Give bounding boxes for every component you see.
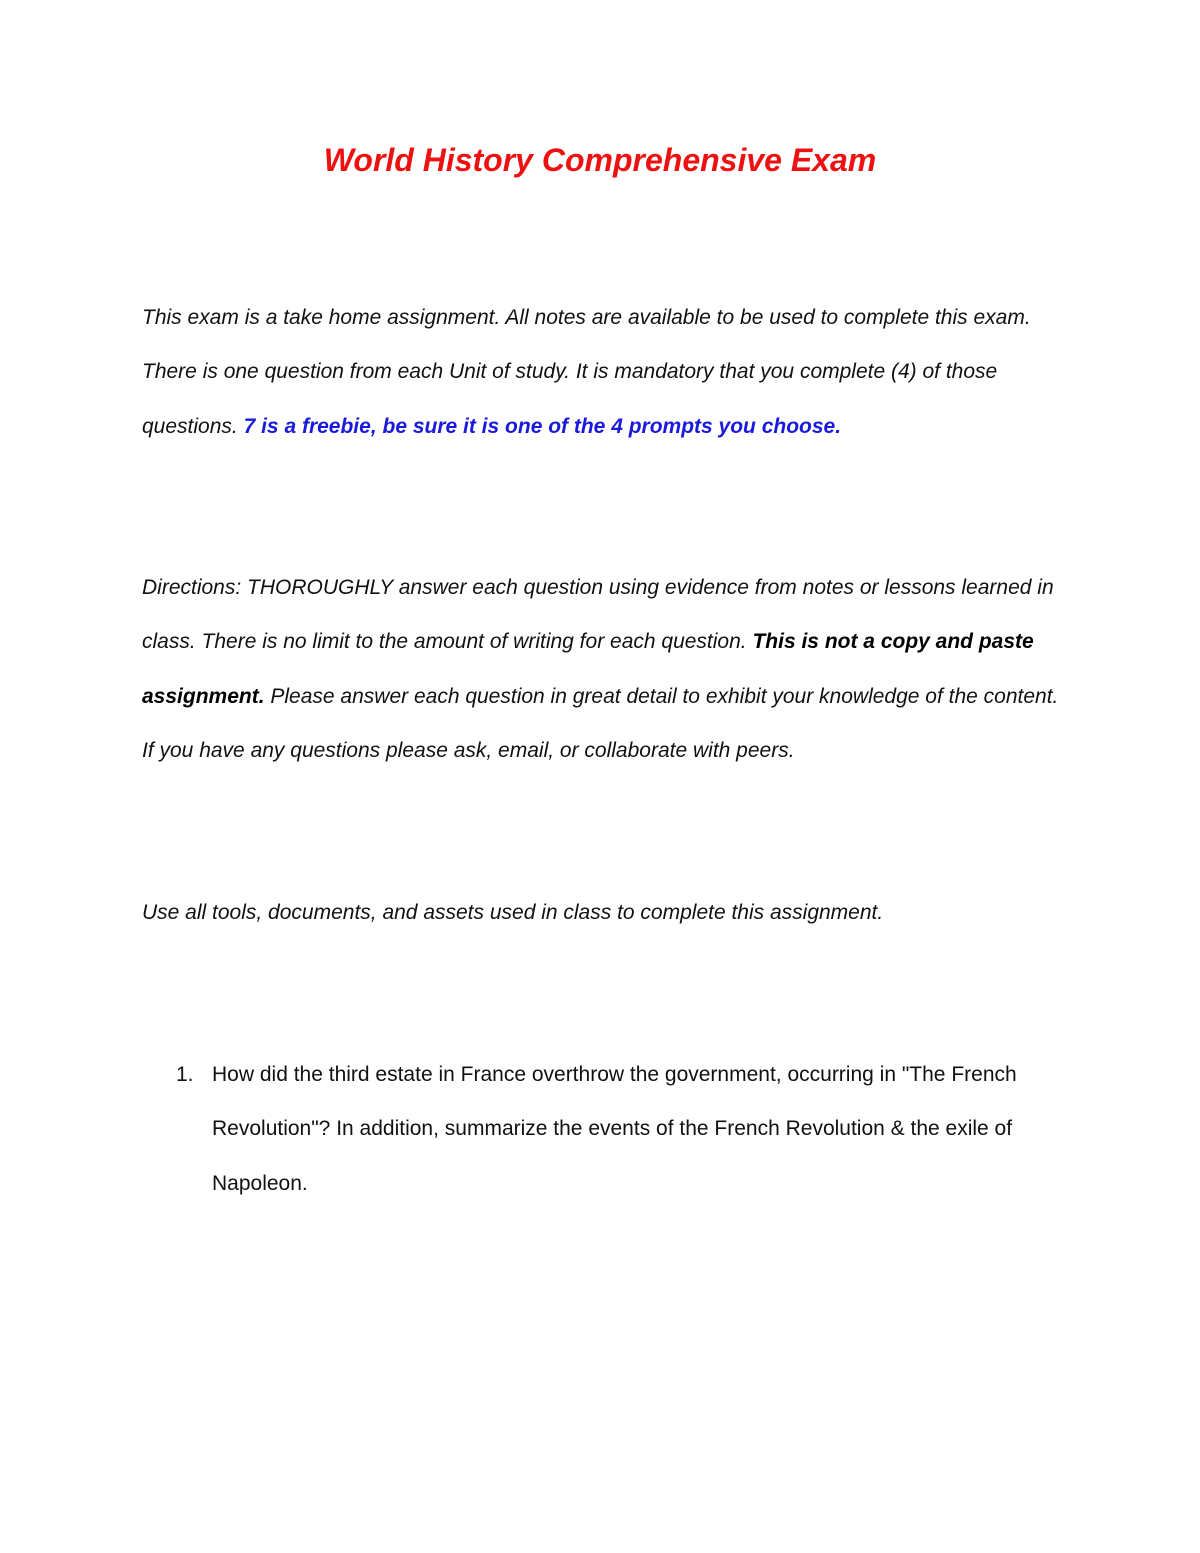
question-item	[142, 1048, 1072, 1211]
tools-note: Use all tools, documents, and assets used in class to complete this assignment.	[142, 901, 884, 924]
directions-text: Directions: THOROUGHLY answer each question using evidence from notes or lessons learned in class. There is no limit to the amount of writing for each question.	[142, 576, 1054, 654]
intro-text: This exam is a take home assignment. All notes are available to be used to complete this exam. There is one question from each Unit of study. It is mandatory that you complete (4) of those questions.	[142, 306, 1031, 438]
exam-title: World History Comprehensive Exam	[323, 142, 877, 178]
directions-paragraph	[142, 561, 1072, 778]
freebie-highlight: 7 is a freebie, be sure it is one of the 4 prompts you choose.	[243, 414, 842, 438]
question-number: 1.	[176, 1063, 194, 1086]
intro-paragraph	[142, 291, 1072, 454]
no-copy-paste-warning: This is not a copy and paste assignment.	[142, 630, 1034, 708]
directions-text-continued: Please answer each question in great detail to exhibit your knowledge of the content. If you have any questions please ask, email, or collaborate with peers.	[142, 684, 1059, 762]
question-list	[142, 1048, 1072, 1211]
question-text: How did the third estate in France overthrow the government, occurring in "The French Revolution"? In addition, summarize the events of the French Revolution & the exile of Napoleon.	[212, 1063, 1017, 1195]
